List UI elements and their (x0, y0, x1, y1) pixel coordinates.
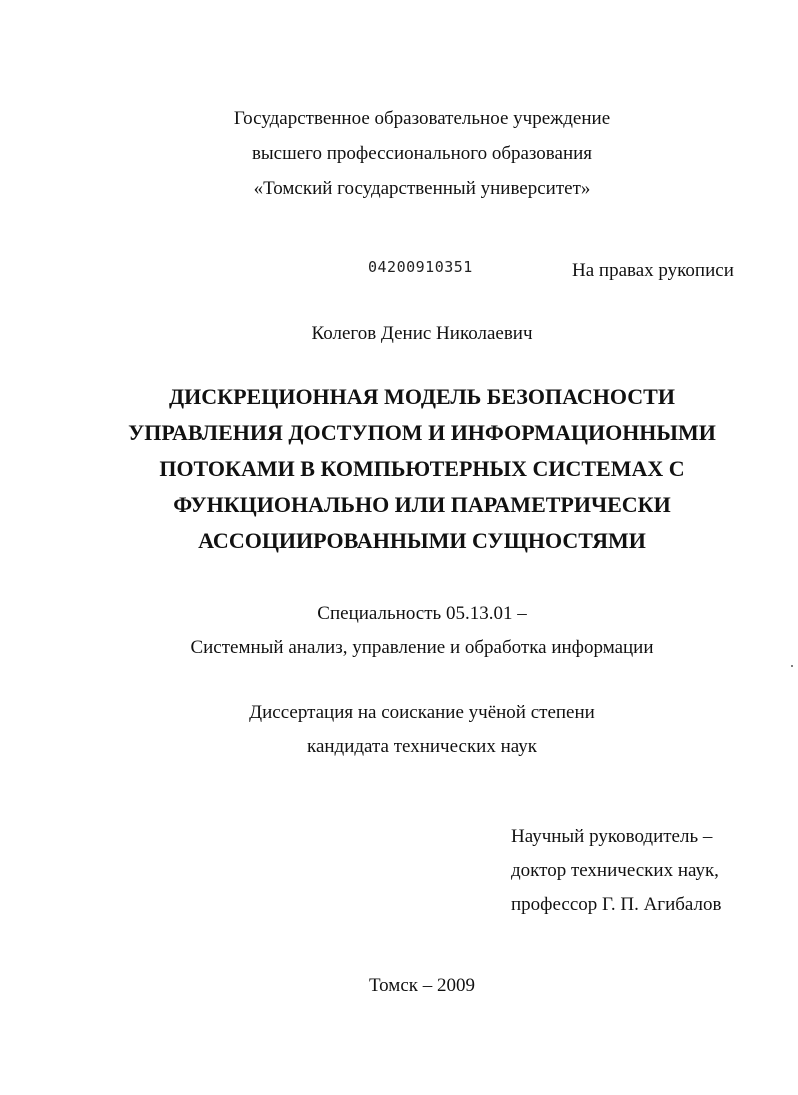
registry-number: 04200910351 (368, 258, 473, 276)
institution-line: высшего профессионального образования (251, 143, 593, 164)
title-line: ДИСКРЕЦИОННАЯ МОДЕЛЬ БЕЗОПАСНОСТИ (169, 384, 675, 409)
institution-line: «Томский государственный университет» (253, 178, 591, 199)
dissertation-title (72, 379, 772, 559)
scan-artifact (791, 665, 793, 667)
degree-line: кандидата технических наук (307, 736, 537, 757)
specialty-block (72, 597, 772, 665)
degree-line: Диссертация на соискание учёной степени (249, 702, 595, 723)
institution-block (72, 101, 772, 206)
supervisor-line: Научный руководитель – (511, 826, 713, 847)
degree-block (72, 696, 772, 764)
title-line: УПРАВЛЕНИЯ ДОСТУПОМ И ИНФОРМАЦИОННЫМИ (128, 420, 716, 445)
title-line: ПОТОКАМИ В КОМПЬЮТЕРНЫХ СИСТЕМАХ С (159, 456, 685, 481)
city-year: Томск – 2009 (368, 975, 475, 996)
title-line: ФУНКЦИОНАЛЬНО ИЛИ ПАРАМЕТРИЧЕСКИ (173, 492, 671, 517)
supervisor-line: доктор технических наук, (511, 860, 719, 881)
supervisor-block (511, 820, 721, 922)
specialty-line: Системный анализ, управление и обработка информации (190, 637, 654, 658)
title-line: АССОЦИИРОВАННЫМИ СУЩНОСТЯМИ (198, 528, 646, 553)
author-name: Колегов Денис Николаевич (311, 323, 533, 344)
institution-line: Государственное образовательное учреждение (233, 108, 611, 129)
supervisor-line: профессор Г. П. Агибалов (511, 894, 722, 915)
specialty-line: Специальность 05.13.01 – (317, 603, 527, 624)
rights-notice: На правах рукописи (572, 260, 734, 281)
